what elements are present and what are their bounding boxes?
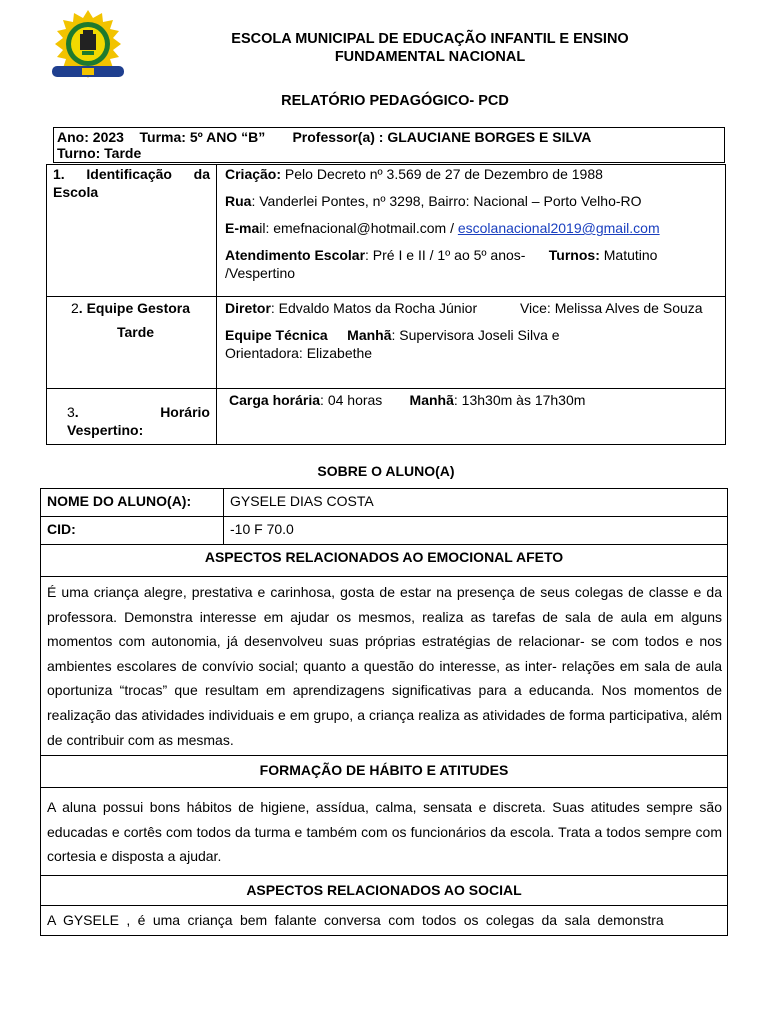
section-1-cell [47,165,217,297]
section-2-num: 2 [71,300,79,316]
section-3-cell [47,389,217,445]
section-2-sub: Tarde [117,324,155,340]
turnos-value: Matutino /Vespertino [225,247,658,281]
school-logo [44,10,132,82]
section-2-cell [47,297,217,389]
turnos-label: Turnos: [548,247,600,263]
turno-value: Tarde [104,145,142,161]
diretor-value: : Edvaldo Matos da Rocha Júnior [270,300,478,316]
criacao-value: Pelo Decreto nº 3.569 de 27 de Dezembro de 1988 [281,166,603,182]
atendimento-value: : Pré I e II / 1º ao 5º anos- [365,247,526,263]
section-2-label: . Equipe Gestora [78,300,191,316]
student-table [40,488,728,936]
rua-label: Rua [225,193,252,209]
ano-label: Ano: [57,129,89,145]
cid-label: CID: [41,517,224,545]
horario-details-cell [217,389,726,445]
school-name-line1: ESCOLA MUNICIPAL DE EDUCAÇÃO INFANTIL E ENSINO [231,31,629,47]
school-details-cell [217,165,726,297]
school-identification-table [46,164,726,445]
social-heading: ASPECTOS RELACIONADOS AO SOCIAL [41,875,728,905]
equipe-value: : Supervisora Joseli Silva e Orientadora: Elizabethe [225,327,560,361]
professor-label: Professor(a) : [292,129,384,145]
section-1-label: 1. Identificação da Escola [53,166,210,200]
social-text: A GYSELE , é uma criança bem falante conversa com todos os colegas da sala demonstra [41,905,728,935]
habito-text: A aluna possui bons hábitos de higiene, assídua, calma, sensata e discreta. Suas atitudes sempre são educadas e cortês com todos da turma e também com os funcionários da escola. Trata a todos sempre com cortesia e disposta a ajudar. [41,788,728,876]
section-3-num: 3 [67,404,75,420]
student-section-title: SOBRE O ALUNO(A) [317,463,455,479]
diretor-label: Diretor [225,300,271,316]
carga-label: Carga horária [229,392,321,408]
vice-value: Vice: Melissa Alves de Souza [519,300,703,316]
report-title: RELATÓRIO PEDAGÓGICO- PCD [281,93,509,109]
manha-label-2: Manhã [409,392,454,408]
equipe-label: Equipe Técnica [225,327,328,343]
email-text: il: emefnacional@hotmail.com / [259,220,458,236]
manha-label-1: Manhã [347,327,392,343]
student-name-value: GYSELE DIAS COSTA [224,489,728,517]
school-name-line2: FUNDAMENTAL NACIONAL [334,49,526,65]
email-label: E-ma [225,220,260,236]
professor-value: GLAUCIANE BORGES E SILVA [387,129,592,145]
criacao-label: Criação: [225,166,282,182]
gestora-details-cell [217,297,726,389]
turma-label: Turma: [139,129,186,145]
manha-value: : 13h30m às 17h30m [453,392,586,408]
section-3-label: . Horário Vespertino: [67,404,210,438]
class-info-table [53,127,725,163]
ano-value: 2023 [92,129,124,145]
class-info-cell [54,128,725,163]
turma-value: 5º ANO “B” [189,129,266,145]
email-link[interactable]: escolanacional2019@gmail.com [457,220,660,236]
turno-label: Turno: [57,145,101,161]
rua-value: : Vanderlei Pontes, nº 3298, Bairro: Nacional – Porto Velho-RO [251,193,642,209]
cid-value: -10 F 70.0 [224,517,728,545]
habito-heading: FORMAÇÃO DE HÁBITO E ATITUDES [41,756,728,788]
emocional-text: É uma criança alegre, prestativa e carinhosa, gosta de estar na presença de seus colegas de classe e da professora. Demonstra interesse em ajudar os mesmos, realiza as tarefas de sala de aula em alguns momentos com autonomia, já desenvolveu suas próprias estratégias de relacionar- se com todos e nos ambientes escolares de convívio social; quanto a questão do interesse, as inter- relações em sala de aula oportuniza “trocas” que resultam em aprendizagens significativas para a educanda. Nos momentos de realização das atividades individuais e em grupo, a criança realiza as atividades de forma participativa, além de contribuir com as mesmas. [41,577,728,756]
atendimento-label: Atendimento Escolar [225,247,366,263]
carga-value: : 04 horas [320,392,383,408]
student-name-label: NOME DO ALUNO(A): [41,489,224,517]
emocional-heading: ASPECTOS RELACIONADOS AO EMOCIONAL AFETO [41,545,728,577]
